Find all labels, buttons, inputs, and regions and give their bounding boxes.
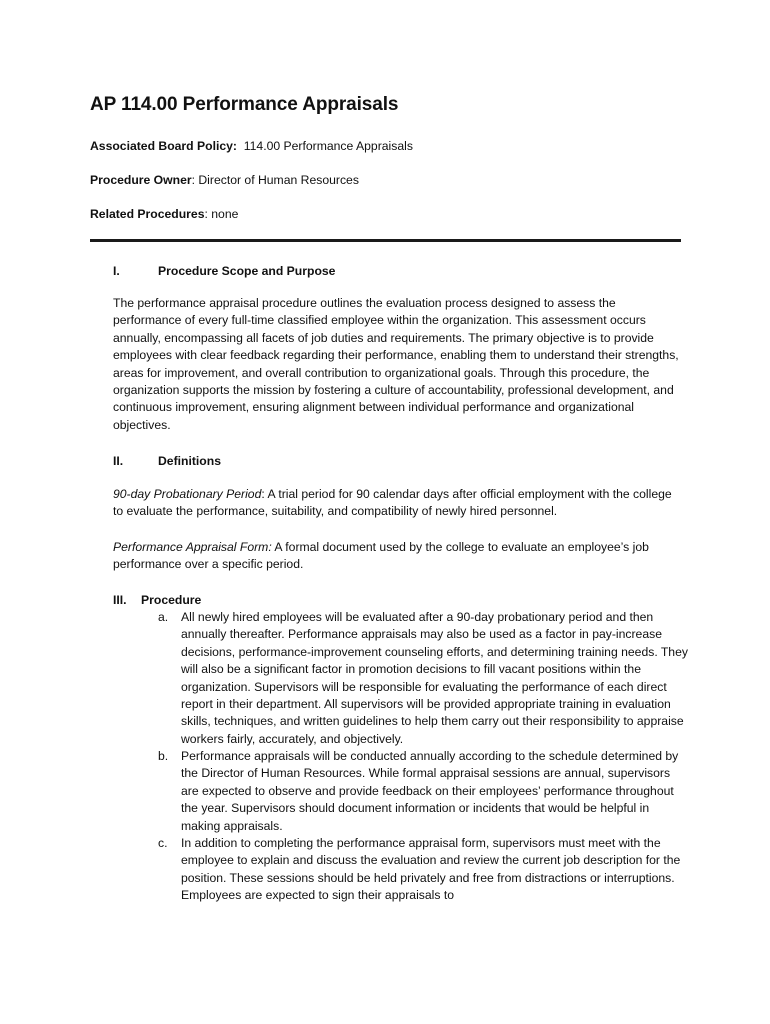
procedure-item-a: [158, 609, 688, 748]
definition-probationary-period: [113, 486, 683, 521]
definition-text: A formal document used by the college to evaluate an employee’s job performance over a specific period.: [113, 540, 649, 572]
definition-appraisal-form: [113, 539, 683, 574]
section-number-definitions: II.: [113, 454, 124, 468]
section-heading-definitions: Definitions: [158, 454, 221, 468]
procedure-item-c: [158, 835, 688, 905]
meta-value: : none: [204, 207, 239, 221]
definition-term: 90-day Probationary Period: [113, 487, 262, 501]
meta-label: Associated Board Policy:: [90, 139, 237, 153]
list-marker: c.: [158, 836, 168, 850]
page-title: AP 114.00 Performance Appraisals: [90, 94, 399, 115]
section-heading-procedure: Procedure: [141, 593, 202, 607]
meta-value: 114.00 Performance Appraisals: [243, 139, 413, 153]
related-procedures: [90, 207, 238, 221]
section-number-procedure: III.: [113, 593, 127, 607]
scope-paragraph: The performance appraisal procedure outlines the evaluation process designed to assess the performance of every full-time classified employee within the organization. This assessment occurs annually, encompassing all facets of job duties and requirements. The primary objective is to provide employees with clear feedback regarding their performance, enabling them to understand their strengths, areas for improvement, and overall contribution to organizational goals. Through this procedure, the organization supports the mission by fostering a culture of accountability, professional development, and continuous improvement, ensuring alignment between individual performance and organizational objectives.: [113, 296, 679, 432]
list-item-text: In addition to completing the performance appraisal form, supervisors must meet with the employee to explain and discuss the evaluation and review the current job description for the position. These sessions should be held privately and free from distractions or interruptions. Employees are expected to sign their appraisals to: [181, 836, 681, 903]
section-number-scope: I.: [113, 264, 120, 278]
header-divider: [90, 239, 681, 242]
list-marker: b.: [158, 749, 169, 763]
list-item-text: Performance appraisals will be conducted annually according to the schedule determined by the Director of Human Resources. While formal appraisal sessions are annual, supervisors are expected to observe and provide feedback on their employees’ performance throughout the year. Supervisors should document information or incidents that would be helpful in making appraisals.: [181, 749, 679, 833]
definition-term: Performance Appraisal Form:: [113, 540, 272, 554]
meta-label: Procedure Owner: [90, 173, 192, 187]
procedure-item-b: [158, 748, 688, 835]
list-item-text: All newly hired employees will be evaluated after a 90-day probationary period and then annually thereafter. Performance appraisals may also be used as a factor in pay-increase decisions, performance-improvement counseling efforts, and determining training needs. They will also be a significant factor in promotion decisions to fill vacant positions within the organization. Supervisors will be responsible for evaluating the performance of each direct report in their department. All supervisors will be provided appropriate training in evaluation skills, techniques, and written guidelines to help them carry out their responsibility to appraise workers fairly, accurately, and objectively.: [181, 610, 688, 746]
section-heading-scope: Procedure Scope and Purpose: [158, 264, 336, 278]
associated-board-policy: [90, 139, 413, 153]
meta-label: Related Procedures: [90, 207, 205, 221]
list-marker: a.: [158, 610, 169, 624]
meta-value: : Director of Human Resources: [191, 173, 359, 187]
definition-text: : A trial period for 90 calendar days after official employment with the college to evaluate the performance, suitability, and compatibility of newly hired personnel.: [113, 487, 672, 519]
procedure-owner: [90, 173, 359, 187]
